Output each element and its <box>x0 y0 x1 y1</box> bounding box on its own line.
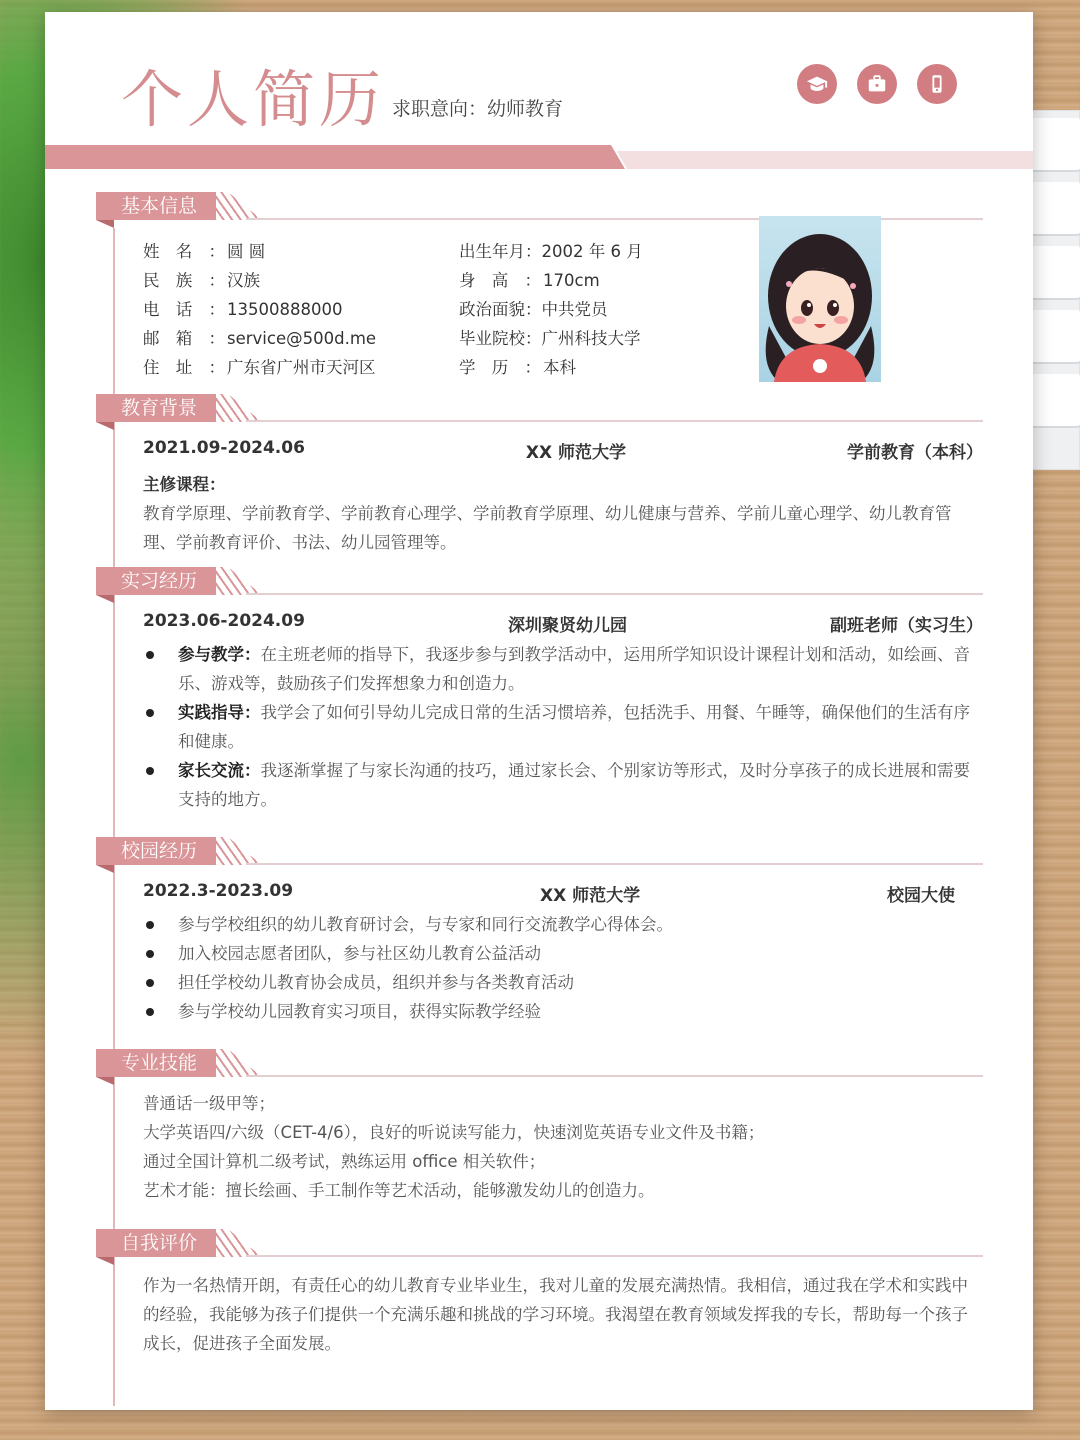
skill-item: 大学英语四/六级（CET-4/6），良好的听说读写能力，快速浏览英语专业文件及书籍； <box>143 1123 765 1142</box>
job-intent: 求职意向：幼师教育 <box>392 98 564 120</box>
section-title: 教育背景 <box>96 394 216 422</box>
edu-period: 2021.09-2024.06 <box>143 438 305 458</box>
profile-photo <box>759 216 881 382</box>
birth-value: 2002 年 6 月 <box>541 242 643 261</box>
school-value: 广州科技大学 <box>541 329 641 348</box>
email-value: service@500d.me <box>227 329 377 348</box>
section-title: 校园经历 <box>96 837 216 865</box>
section-education <box>96 394 983 557</box>
edu-major: 学前教育（本科） <box>847 443 983 463</box>
degree-value: 本科 <box>543 358 576 377</box>
course-list: 教育学原理、学前教育学、学前教育心理学、学前教育学原理、幼儿健康与营养、学前儿童心理学、幼儿教育管理、学前教育评价、书法、幼儿园管理等。 <box>143 504 952 552</box>
intern-period: 2023.06-2024.09 <box>143 611 305 631</box>
edu-school: XX 师范大学 <box>525 443 627 463</box>
header-band <box>45 145 625 169</box>
list-item: 参与学校幼儿园教育实习项目，获得实际教学经验 <box>143 997 983 1026</box>
section-title: 基本信息 <box>96 192 216 220</box>
phone-icon <box>917 64 957 104</box>
course-label: 主修课程： <box>143 475 226 494</box>
section-title: 实习经历 <box>96 567 216 595</box>
section-skills <box>96 1049 983 1205</box>
section-title: 自我评价 <box>96 1229 216 1257</box>
basic-info-grid: 姓名： 圆 圆 民族： 汉族 电话： 13500888000 邮箱： service@500d.me 住址： 广东省广州市天河区 出生年月：2002 年 6 月 身高： 170cm 政治面貌：中共党员 毕业院校：广州科技大学 学历： 本科 <box>143 242 643 377</box>
header-band-light <box>617 151 1033 169</box>
list-item: 参与学校组织的幼儿教育研讨会，与专家和同行交流教学心得体会。 <box>143 910 983 939</box>
ethnicity-value: 汉族 <box>227 271 260 290</box>
section-internship <box>96 567 983 814</box>
resume-page <box>45 12 1033 1410</box>
header-icons <box>797 64 957 104</box>
graduation-cap-icon <box>797 64 837 104</box>
phone-value: 13500888000 <box>227 300 343 319</box>
list-item: 担任学校幼儿教育协会成员，组织并参与各类教育活动 <box>143 968 983 997</box>
political-value: 中共党员 <box>541 300 608 319</box>
skill-item: 通过全国计算机二级考试，熟练运用 office 相关软件； <box>143 1152 546 1171</box>
section-title: 专业技能 <box>96 1049 216 1077</box>
name-value: 圆 圆 <box>227 242 266 261</box>
section-self-evaluation <box>96 1229 983 1358</box>
section-campus <box>96 837 983 1026</box>
campus-role: 校园大使 <box>886 886 955 906</box>
list-item: 实践指导：我学会了如何引导幼儿完成日常的生活习惯培养，包括洗手、用餐、午睡等，确保他们的生活有序和健康。 <box>143 698 983 756</box>
intern-org: 深圳聚贤幼儿园 <box>507 616 627 636</box>
list-item: 家长交流：我逐渐掌握了与家长沟通的技巧，通过家长会、个别家访等形式，及时分享孩子的成长进展和需要支持的地方。 <box>143 756 983 814</box>
briefcase-icon <box>857 64 897 104</box>
skill-item: 艺术才能：擅长绘画、手工制作等艺术活动，能够激发幼儿的创造力。 <box>143 1181 655 1200</box>
list-item: 参与教学：在主班老师的指导下，我逐步参与到教学活动中，运用所学知识设计课程计划和活动，如绘画、音乐、游戏等，鼓励孩子们发挥想象力和创造力。 <box>143 640 983 698</box>
resume-title: 个人简历 <box>121 63 386 136</box>
height-value: 170cm <box>543 271 600 290</box>
skill-item: 普通话一级甲等； <box>143 1094 275 1113</box>
self-evaluation-text: 作为一名热情开朗，有责任心的幼儿教育专业毕业生，我对儿童的发展充满热情。我相信，通过我在学术和实践中的经验，我能够为孩子们提供一个充满乐趣和挑战的学习环境。我渴望在教育领域发挥我的专长，帮助每一个孩子成长，促进孩子全面发展。 <box>143 1276 968 1353</box>
campus-org: XX 师范大学 <box>539 886 641 906</box>
campus-period: 2022.3-2023.09 <box>143 881 294 901</box>
intern-role: 副班老师（实习生） <box>829 616 983 636</box>
address-value: 广东省广州市天河区 <box>227 358 376 377</box>
list-item: 加入校园志愿者团队，参与社区幼儿教育公益活动 <box>143 939 983 968</box>
